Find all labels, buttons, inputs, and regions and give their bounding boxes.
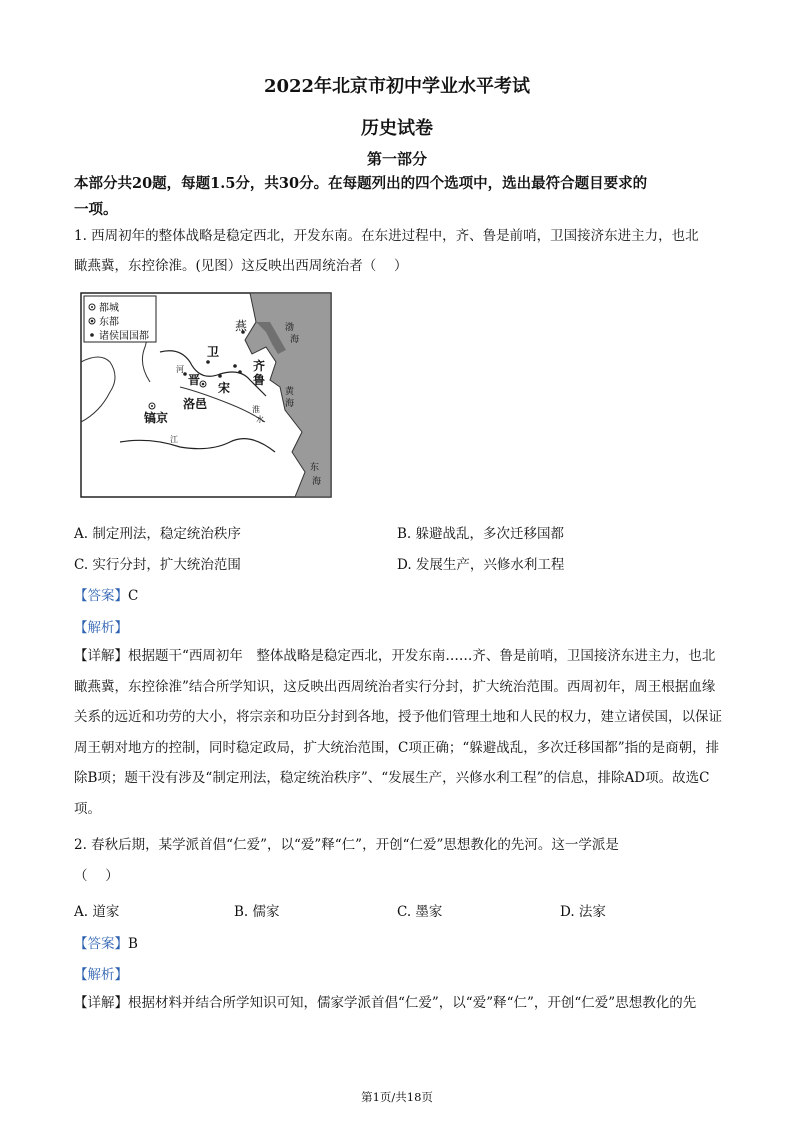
label-haojing: 镐京 [144,411,169,425]
q1-option-c: C. 实行分封，扩大统治范围 [74,557,241,573]
label-yan: 燕 [235,319,248,333]
legend-vassal-capital: 诸侯国国都 [99,331,149,342]
label-jin: 晋 [188,373,201,387]
q1-stem-line-1: 1. 西周初年的整体战略是稳定西北，开发东南。在东进过程中，齐、鲁是前哨，卫国接济东进主力，也北 [74,228,699,244]
q2-option-d: D. 法家 [560,904,606,920]
q2-stem-line-1: 2. 春秋后期，某学派首倡“仁爱”，以“爱”释“仁”，开创“仁爱”思想教化的先河。这一学派是 [74,837,619,853]
page-number: 第1页/共18页 [361,1090,433,1104]
western-zhou-map [80,292,332,498]
answer-tag: 【答案】 [74,936,128,952]
label-lu: 鲁 [253,373,266,387]
answer-value: B [128,936,138,952]
q1-option-a: A. 制定刑法，稳定统治秩序 [74,526,241,542]
q2-answer [74,932,138,952]
label-he: 河 [176,365,184,374]
label-jiang: 江 [170,435,178,444]
q2-detail [74,988,724,1020]
label-yellowsea-2: 海 [285,399,295,409]
label-luoyi: 洛邑 [183,397,208,411]
q2-option-b: B. 儒家 [234,904,280,920]
answer-tag: 【答案】 [74,588,128,604]
label-qi: 齐 [253,359,266,373]
label-wei: 卫 [207,345,220,359]
exam-title: 2022年北京市初中学业水平考试 [263,76,531,97]
label-eastsea-1: 东 [310,463,320,473]
label-yellowsea-1: 黄 [285,387,295,397]
legend-capital: 都城 [99,303,119,314]
detail-tag: 【详解】 [74,995,128,1011]
legend-eastern-capital: 东都 [99,317,119,328]
q2-option-a: A. 道家 [74,904,120,920]
detail-text: 根据材料并结合所学知识可知，儒家学派首倡“仁爱”，以“爱”释“仁”，开创“仁爱”思想教化的先 [128,995,697,1011]
instruction-line-2: 一项。 [74,201,118,218]
paper-subtitle: 历史试卷 [361,118,433,139]
label-huai: 淮 [252,405,260,414]
q1-option-d: D. 发展生产，兴修水利工程 [397,557,565,573]
detail-tag: 【详解】 [74,648,128,664]
label-song: 宋 [218,381,231,395]
q1-detail [74,641,724,831]
detail-text: 根据题干“西周初年 整体战略是稳定西北，开发东南……齐、鲁是前哨，卫国接济东进主力，也北瞰燕冀，东控徐淮”结合所学知识，这反映出西周统治者实行分封，扩大统治范围。西周初年，周王根据血缘关系的远近和功劳的大小，将宗亲和功臣分封到各地，授予他们管理土地和人民的权力，建立诸侯国，以保证周王朝对地方的控制，同时稳定政局，扩大统治范围，C项正确；“躲避战乱，多次迁移国都”指的是商朝，排除B项；题干没有涉及“制定刑法，稳定统治秩序”、“发展生产，兴修水利工程”的信息，排除AD项。故选C项。 [74,648,722,817]
label-bohai-2: 海 [290,335,300,345]
q1-option-b: B. 躲避战乱，多次迁移国都 [397,526,565,542]
answer-value: C [128,588,139,604]
label-shui: 水 [256,415,264,424]
section-heading: 第一部分 [366,150,427,168]
q1-stem-line-2: 瞰燕冀，东控徐淮。(见图）这反映出西周统治者（ ） [74,258,408,274]
q1-answer [74,584,138,604]
q2-analysis-tag: 【解析】 [74,967,128,983]
instruction-line-1: 本部分共20题，每题1.5分，共30分。在每题列出的四个选项中，选出最符合题目要求的 [74,175,648,192]
q2-option-c: C. 墨家 [397,904,443,920]
q1-analysis-tag: 【解析】 [74,620,128,636]
label-eastsea-2: 海 [312,477,322,487]
label-bohai-1: 渤 [285,323,295,333]
q2-stem-line-2: （ ） [74,868,119,884]
